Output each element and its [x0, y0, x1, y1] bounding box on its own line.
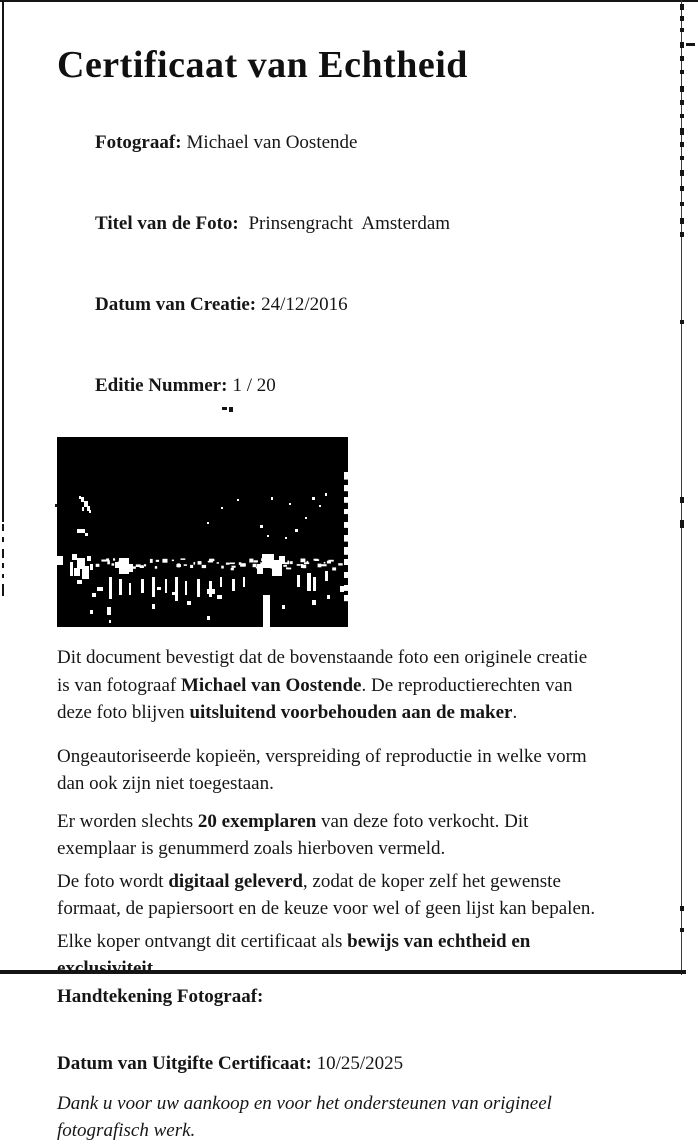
meta-creation-date-label: Datum van Creatie:	[95, 294, 257, 315]
paragraph-originality-statement: Dit document bevestigt dat de bovenstaande foto een originele creatie is van fotograaf Michael van Oostende. De reproductierechten van deze foto blijven uitsluitend voorbehouden aan de maker.	[57, 647, 588, 723]
meta-photo-title-label: Titel van de Foto:	[95, 213, 239, 234]
certificate-title: Certificaat van Echtheid	[57, 44, 468, 86]
meta-edition-number	[57, 345, 642, 426]
certificate-content	[57, 0, 642, 1145]
night-canal-photo	[57, 437, 348, 627]
paragraph-digital-delivery: De foto wordt digitaal geleverd, zodat de koper zelf het gewenste formaat, de papiersoort en de keuze voor wel of geen lijst kan bepalen.	[57, 870, 596, 919]
certificate-body	[57, 644, 642, 1145]
closing-thanks: Dank u voor uw aankoop en voor het ondersteunen van origineel fotografisch werk.	[57, 1092, 552, 1141]
meta-creation-date	[57, 264, 642, 345]
meta-photo-title-value: Prinsengracht Amsterdam	[243, 213, 451, 234]
signature-label: Handtekening Fotograaf:	[57, 985, 264, 1007]
paragraph-unauthorized-copies: Ongeautoriseerde kopieën, verspreiding of reproductie in welke vorm dan ook zijn niet toegestaan.	[57, 745, 587, 794]
meta-photographer-value: Michael van Oostende	[186, 132, 358, 153]
photo-meta-block	[57, 102, 642, 426]
paragraph-edition-limit: Er worden slechts 20 exemplaren van deze foto verkocht. Dit exemplaar is genummerd zoals hierboven vermeld.	[57, 810, 529, 859]
meta-edition-number-value: 1 / 20	[232, 375, 276, 396]
meta-creation-date-value: 24/12/2016	[261, 294, 348, 315]
meta-photographer-label: Fotograaf:	[95, 132, 182, 153]
paragraph-proof-of-authenticity: Elke koper ontvangt dit certificaat als bewijs van echtheid en exclusiviteit.	[57, 930, 531, 979]
meta-photographer	[57, 102, 642, 183]
meta-edition-number-label: Editie Nummer:	[95, 375, 228, 396]
issue-date-line: Datum van Uitgifte Certificaat: 10/25/2025	[57, 1053, 404, 1074]
meta-photo-title	[57, 183, 642, 264]
